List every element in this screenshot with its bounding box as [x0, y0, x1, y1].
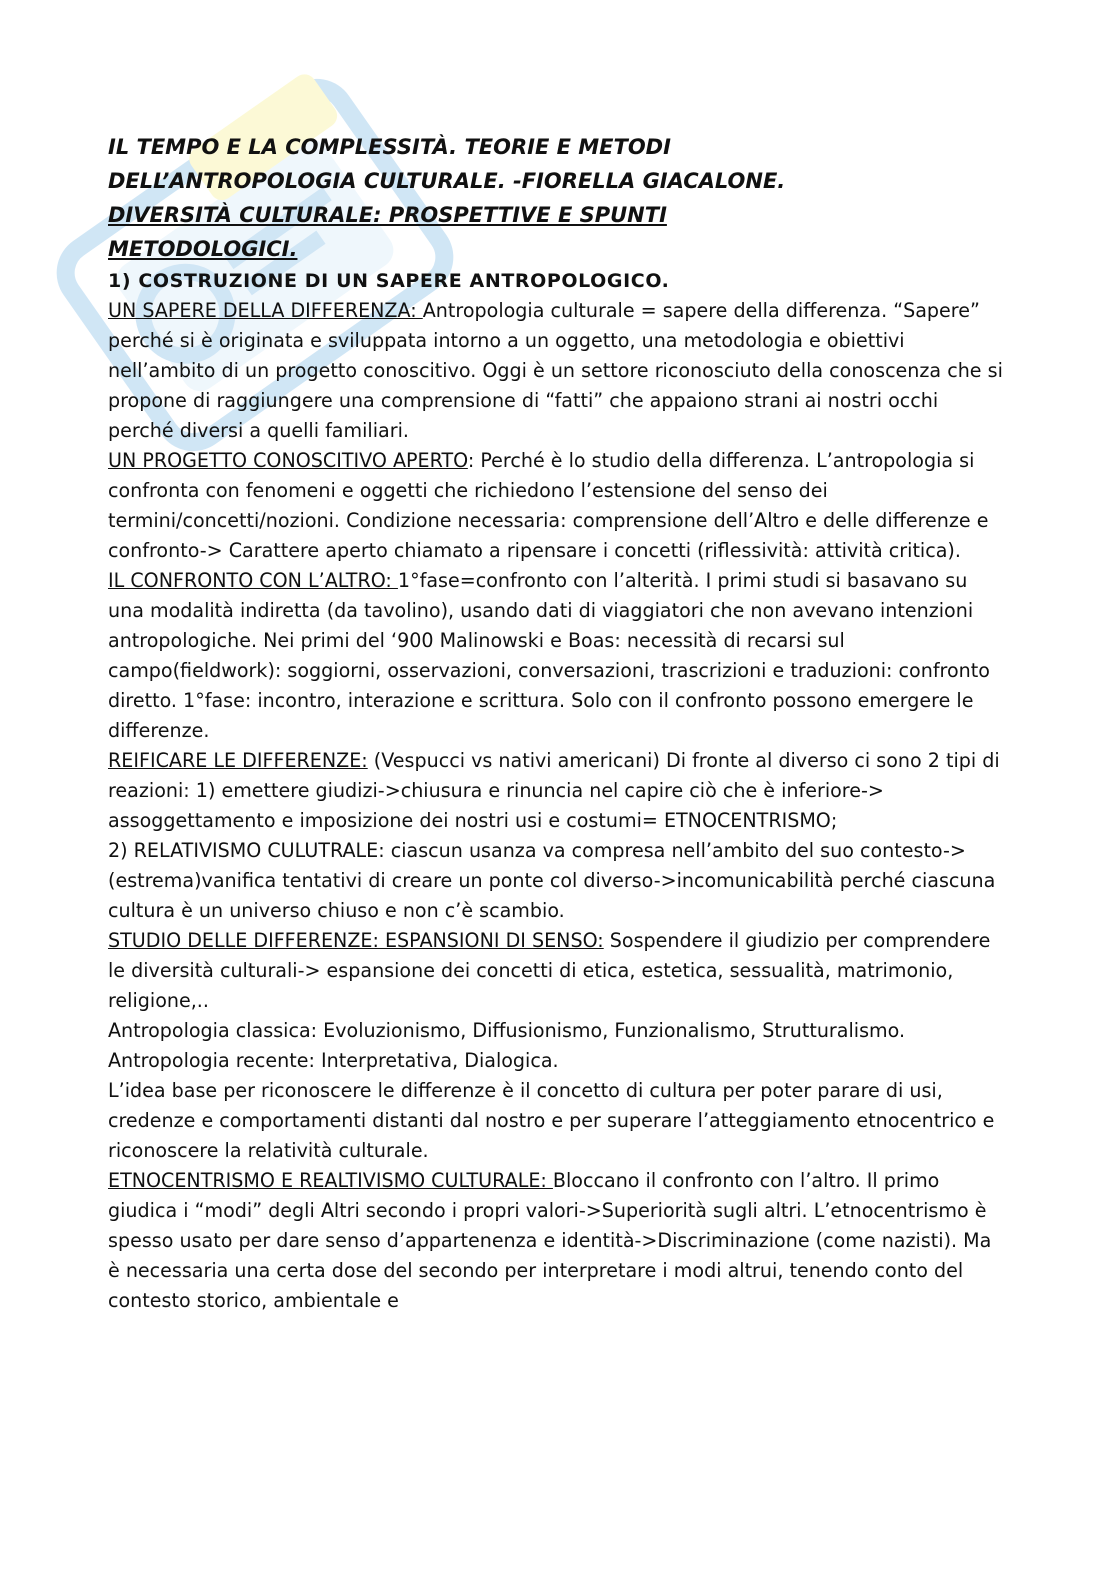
paragraph-label: STUDIO DELLE DIFFERENZE: ESPANSIONI DI SENSO: [108, 929, 604, 952]
paragraph-label: REIFICARE LE DIFFERENZE: [108, 749, 368, 772]
paragraph-label: UN PROGETTO CONOSCITIVO APERTO [108, 449, 468, 472]
paragraph-confronto-altro [108, 566, 1008, 746]
title-line-1: IL TEMPO E LA COMPLESSITÀ. TEORIE E METODI [108, 135, 671, 159]
section-heading: 1) COSTRUZIONE DI UN SAPERE ANTROPOLOGICO. [108, 270, 670, 292]
paragraph-label: UN SAPERE DELLA DIFFERENZA: [108, 299, 423, 322]
paragraph-studio-differenze [108, 926, 1008, 1016]
paragraph-text: (Vespucci vs nativi americani) Di fronte al diverso ci sono 2 tipi di reazioni: 1) emettere giudizi->chiusura e rinuncia nel capire ciò che è inferiore-> assoggettamento e imposizione dei nostri usi e costumi= ETNOCENTRISMO; [108, 749, 1000, 832]
paragraph-antropologia-recente: Antropologia recente: Interpretativa, Dialogica. [108, 1049, 559, 1072]
paragraph-antropologia-classica: Antropologia classica: Evoluzionismo, Diffusionismo, Funzionalismo, Strutturalismo. [108, 1019, 906, 1042]
paragraph-etnocentrismo [108, 1166, 1008, 1316]
paragraph-label: IL CONFRONTO CON L’ALTRO: [108, 569, 398, 592]
paragraph-sapere-differenza [108, 296, 1008, 446]
document-title [108, 130, 1008, 266]
title-line-2: DELL’ANTROPOLOGIA CULTURALE. -FIORELLA GIACALONE. [108, 169, 786, 193]
paragraph-relativismo: 2) RELATIVISMO CULUTRALE: ciascun usanza va compresa nell’ambito del suo contesto->(estrema)vanifica tentativi di creare un ponte col diverso->incomunicabilità perché ciascuna cultura è un universo chiuso e non c’è scambio. [108, 839, 996, 922]
paragraph-idea-base: L’idea base per riconoscere le differenze è il concetto di cultura per poter parare di usi, credenze e comportamenti distanti dal nostro e per superare l’atteggiamento etnocentrico e riconoscere la relatività culturale. [108, 1079, 995, 1162]
paragraph-text: : Perché è lo studio della differenza. L’antropologia si confronta con fenomeni e oggetti che richiedono l’estensione del senso dei termini/concetti/nozioni. Condizione necessaria: comprensione dell’Altro e delle differenze e confronto-> Carattere aperto chiamato a ripensare i concetti (riflessività: attività critica). [108, 449, 989, 562]
title-line-3: DIVERSITÀ CULTURALE: PROSPETTIVE E SPUNTI [108, 203, 667, 227]
paragraph-text: Antropologia culturale = sapere della differenza. “Sapere” perché si è originata e sviluppata intorno a un oggetto, una metodologia e obiettivi nell’ambito di un progetto conoscitivo. Oggi è un settore riconosciuto della conoscenza che si propone di raggiungere una comprensione di “fatti” che appaiono strani ai nostri occhi perché diversi a quelli familiari. [108, 299, 1003, 442]
paragraph-label: ETNOCENTRISMO E REALTIVISMO CULTURALE: [108, 1169, 553, 1192]
title-line-4: METODOLOGICI. [108, 237, 298, 261]
paragraph-text: 1°fase=confronto con l’alterità. I primi studi si basavano su una modalità indiretta (da tavolino), usando dati di viaggiatori che non avevano intenzioni antropologiche. Nei primi del ‘900 Malinowski e Boas: necessità di recarsi sul campo(fieldwork): soggiorni, osservazioni, conversazioni, trascrizioni e traduzioni: confronto diretto. 1°fase: incontro, interazione e scrittura. Solo con il confronto possono emergere le differenze. [108, 569, 990, 742]
paragraph-text: Sospendere il giudizio per comprendere le diversità culturali-> espansione dei concetti di etica, estetica, sessualità, matrimonio, religione,.. [108, 929, 991, 1012]
document-page [108, 130, 1008, 1316]
paragraph-text: Bloccano il confronto con l’altro. Il primo giudica i “modi” degli Altri secondo i propri valori->Superiorità sugli altri. L’etnocentrismo è spesso usato per dare senso d’appartenenza e identità->Discriminazione (come nazisti). Ma è necessaria una certa dose del secondo per interpretare i modi altrui, tenendo conto del contesto storico, ambientale e [108, 1169, 992, 1312]
paragraph-reificare-differenze [108, 746, 1008, 836]
paragraph-progetto-conoscitivo [108, 446, 1008, 566]
